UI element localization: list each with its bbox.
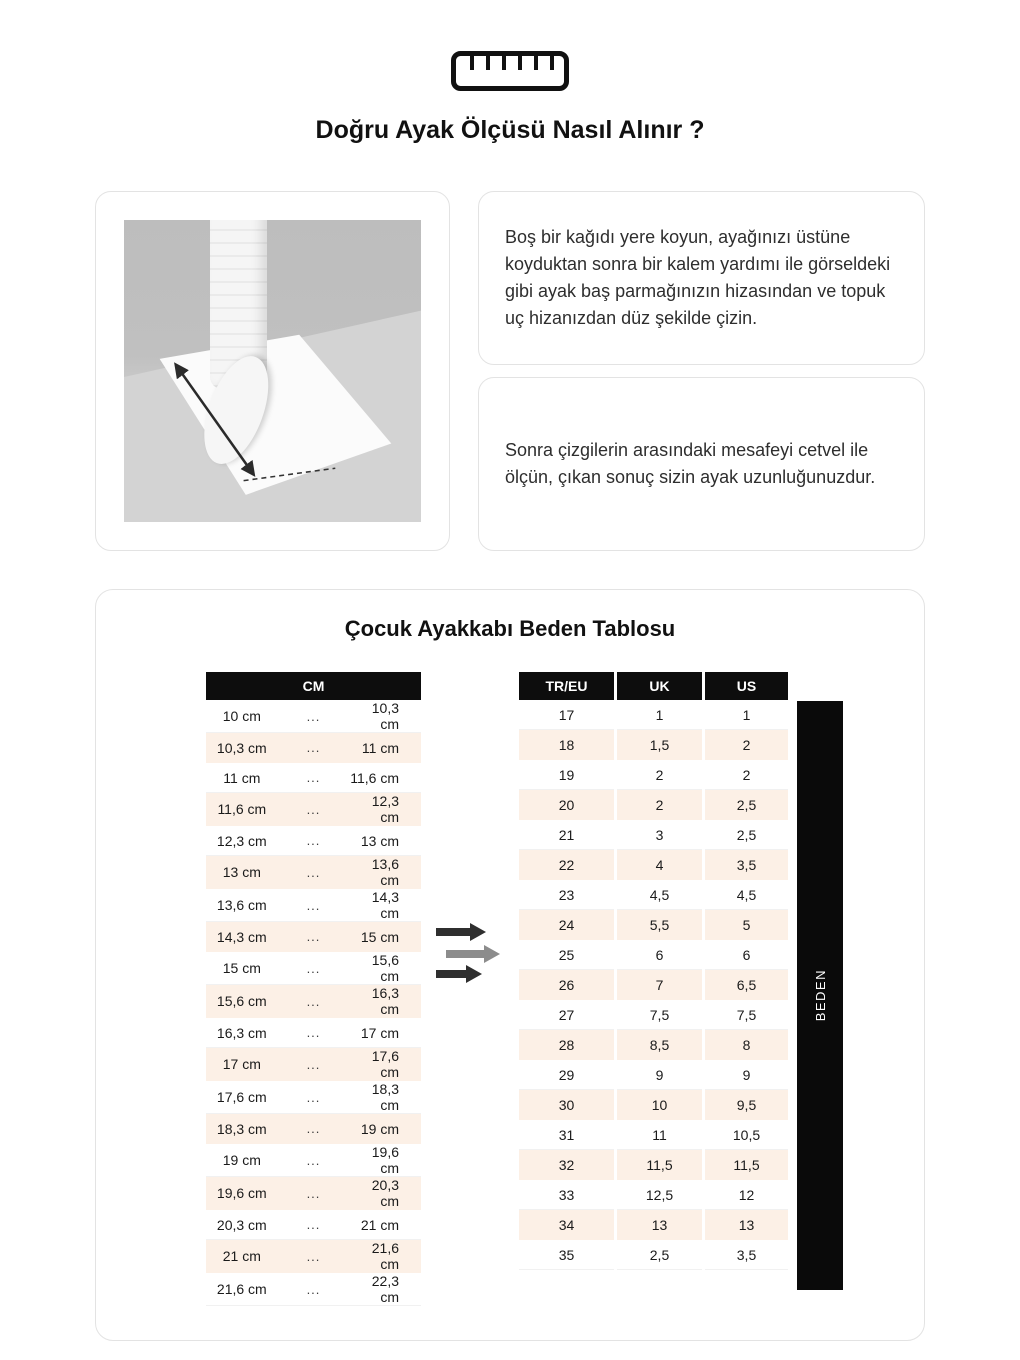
cm-table	[206, 672, 421, 1306]
cm-table-row	[206, 700, 421, 733]
size-table-row	[519, 850, 788, 880]
cm-max-cell: 22,3 cm	[349, 1273, 421, 1306]
cm-table-row	[206, 1018, 421, 1048]
us-cell: 4,5	[705, 880, 788, 910]
size-table-row	[519, 1090, 788, 1120]
instruction-text-1: Boş bir kağıdı yere koyun, ayağınızı üstüne koyduktan sonra bir kalem yardımı ile görseldeki gibi ayak baş parmağınızın hizasından ve topuk uç hizanızdan düz şekilde çizin.	[505, 227, 891, 328]
us-cell: 9	[705, 1060, 788, 1090]
cm-table-row	[206, 1210, 421, 1240]
range-dots: ...	[278, 889, 350, 922]
cm-max-cell: 13,6 cm	[349, 856, 421, 889]
eu-cell: 24	[519, 910, 614, 940]
cm-min-cell: 21,6 cm	[206, 1273, 278, 1306]
eu-cell: 17	[519, 700, 614, 730]
cm-max-cell: 17,6 cm	[349, 1048, 421, 1081]
range-dots: ...	[278, 1081, 350, 1114]
cm-min-cell: 11,6 cm	[206, 793, 278, 826]
cm-max-cell: 19,6 cm	[349, 1144, 421, 1177]
eu-cell: 20	[519, 790, 614, 820]
size-table	[516, 672, 791, 1270]
uk-cell: 1,5	[617, 730, 702, 760]
uk-cell: 11	[617, 1120, 702, 1150]
us-cell: 2,5	[705, 820, 788, 850]
cm-table-row	[206, 826, 421, 856]
size-table-row	[519, 910, 788, 940]
uk-cell: 7	[617, 970, 702, 1000]
size-table-row	[519, 940, 788, 970]
range-dots: ...	[278, 1144, 350, 1177]
size-table-row	[519, 760, 788, 790]
cm-min-cell: 19,6 cm	[206, 1177, 278, 1210]
cm-min-cell: 10 cm	[206, 700, 278, 733]
size-table-row	[519, 1240, 788, 1270]
cm-max-cell: 20,3 cm	[349, 1177, 421, 1210]
cm-table-row	[206, 793, 421, 826]
uk-cell: 9	[617, 1060, 702, 1090]
instruction-cards	[478, 191, 925, 551]
cm-min-cell: 20,3 cm	[206, 1210, 278, 1240]
size-table-row	[519, 880, 788, 910]
range-dots: ...	[278, 1240, 350, 1273]
eu-cell: 21	[519, 820, 614, 850]
size-table-row	[519, 1180, 788, 1210]
us-cell: 3,5	[705, 850, 788, 880]
cm-table-row	[206, 733, 421, 763]
cm-table-row	[206, 1144, 421, 1177]
eu-cell: 35	[519, 1240, 614, 1270]
range-dots: ...	[278, 793, 350, 826]
us-cell: 1	[705, 700, 788, 730]
uk-cell: 12,5	[617, 1180, 702, 1210]
eu-cell: 25	[519, 940, 614, 970]
eu-cell: 18	[519, 730, 614, 760]
foot-photo-card	[95, 191, 450, 551]
beden-text: BEDEN	[812, 969, 828, 1022]
cm-table-row	[206, 1273, 421, 1306]
us-cell: 13	[705, 1210, 788, 1240]
cm-min-cell: 12,3 cm	[206, 826, 278, 856]
eu-cell: 29	[519, 1060, 614, 1090]
cm-table-header-row	[206, 672, 421, 700]
transfer-arrows-icon	[421, 922, 516, 984]
cm-max-cell: 15,6 cm	[349, 952, 421, 985]
cm-table-row	[206, 1177, 421, 1210]
range-dots: ...	[278, 1114, 350, 1144]
page-title: Doğru Ayak Ölçüsü Nasıl Alınır ?	[315, 116, 705, 144]
size-table-row	[519, 1210, 788, 1240]
size-table-row	[519, 730, 788, 760]
eu-cell: 23	[519, 880, 614, 910]
cm-min-cell: 15 cm	[206, 952, 278, 985]
beden-side-label	[797, 701, 843, 1290]
uk-cell: 10	[617, 1090, 702, 1120]
cm-table-row	[206, 1240, 421, 1273]
instruction-text-2: Sonra çizgilerin arasındaki mesafeyi cetvel ile ölçün, çıkan sonuç sizin ayak uzunluğunuzdur.	[505, 440, 876, 487]
instruction-card-1	[478, 191, 925, 365]
size-table-row	[519, 790, 788, 820]
range-dots: ...	[278, 700, 350, 733]
uk-cell: 2	[617, 790, 702, 820]
cm-min-cell: 16,3 cm	[206, 1018, 278, 1048]
cm-min-cell: 18,3 cm	[206, 1114, 278, 1144]
cm-table-row	[206, 1114, 421, 1144]
size-table-row	[519, 820, 788, 850]
eu-cell: 28	[519, 1030, 614, 1060]
range-dots: ...	[278, 922, 350, 952]
uk-cell: 3	[617, 820, 702, 850]
uk-cell: 5,5	[617, 910, 702, 940]
us-cell: 2	[705, 760, 788, 790]
size-chart-card	[95, 589, 925, 1341]
us-cell: 3,5	[705, 1240, 788, 1270]
eu-cell: 31	[519, 1120, 614, 1150]
us-cell: 10,5	[705, 1120, 788, 1150]
cm-table-row	[206, 1048, 421, 1081]
eu-cell: 33	[519, 1180, 614, 1210]
cm-table-body	[206, 700, 421, 1306]
cm-max-cell: 16,3 cm	[349, 985, 421, 1018]
range-dots: ...	[278, 856, 350, 889]
eu-header: TR/EU	[519, 672, 614, 700]
size-table-row	[519, 1000, 788, 1030]
range-dots: ...	[278, 733, 350, 763]
us-cell: 9,5	[705, 1090, 788, 1120]
uk-cell: 8,5	[617, 1030, 702, 1060]
size-tables	[96, 672, 924, 1306]
cm-max-cell: 14,3 cm	[349, 889, 421, 922]
size-table-row	[519, 1030, 788, 1060]
cm-table-row	[206, 1081, 421, 1114]
cm-max-cell: 12,3 cm	[349, 793, 421, 826]
us-cell: 11,5	[705, 1150, 788, 1180]
range-dots: ...	[278, 1177, 350, 1210]
range-dots: ...	[278, 985, 350, 1018]
uk-cell: 1	[617, 700, 702, 730]
instruction-card-2	[478, 377, 925, 551]
cm-max-cell: 17 cm	[349, 1018, 421, 1048]
us-header: US	[705, 672, 788, 700]
eu-cell: 22	[519, 850, 614, 880]
cm-max-cell: 19 cm	[349, 1114, 421, 1144]
us-cell: 12	[705, 1180, 788, 1210]
range-dots: ...	[278, 1273, 350, 1306]
us-cell: 7,5	[705, 1000, 788, 1030]
us-cell: 6	[705, 940, 788, 970]
range-dots: ...	[278, 826, 350, 856]
uk-cell: 6	[617, 940, 702, 970]
foot-measure-photo	[124, 220, 421, 522]
cm-min-cell: 11 cm	[206, 763, 278, 793]
cm-max-cell: 15 cm	[349, 922, 421, 952]
uk-cell: 2	[617, 760, 702, 790]
cm-table-row	[206, 952, 421, 985]
eu-cell: 30	[519, 1090, 614, 1120]
range-dots: ...	[278, 1048, 350, 1081]
cm-max-cell: 21 cm	[349, 1210, 421, 1240]
cm-min-cell: 13 cm	[206, 856, 278, 889]
eu-cell: 19	[519, 760, 614, 790]
cm-min-cell: 13,6 cm	[206, 889, 278, 922]
cm-table-row	[206, 889, 421, 922]
size-chart-title: Çocuk Ayakkabı Beden Tablosu	[344, 616, 676, 641]
eu-cell: 32	[519, 1150, 614, 1180]
cm-max-cell: 13 cm	[349, 826, 421, 856]
cm-min-cell: 19 cm	[206, 1144, 278, 1177]
range-dots: ...	[278, 952, 350, 985]
cm-max-cell: 21,6 cm	[349, 1240, 421, 1273]
size-table-row	[519, 1120, 788, 1150]
size-table-body	[519, 700, 788, 1270]
us-cell: 2,5	[705, 790, 788, 820]
cm-table-row	[206, 763, 421, 793]
uk-cell: 4,5	[617, 880, 702, 910]
size-table-row	[519, 1060, 788, 1090]
cm-min-cell: 21 cm	[206, 1240, 278, 1273]
uk-cell: 11,5	[617, 1150, 702, 1180]
uk-cell: 7,5	[617, 1000, 702, 1030]
uk-header: UK	[617, 672, 702, 700]
range-dots: ...	[278, 1018, 350, 1048]
size-table-row	[519, 970, 788, 1000]
us-cell: 8	[705, 1030, 788, 1060]
cm-max-cell: 10,3 cm	[349, 700, 421, 733]
us-cell: 5	[705, 910, 788, 940]
us-cell: 2	[705, 730, 788, 760]
cm-min-cell: 17,6 cm	[206, 1081, 278, 1114]
uk-cell: 4	[617, 850, 702, 880]
cm-max-cell: 18,3 cm	[349, 1081, 421, 1114]
uk-cell: 13	[617, 1210, 702, 1240]
size-table-row	[519, 1150, 788, 1180]
measure-arrow	[124, 220, 421, 522]
cm-table-row	[206, 856, 421, 889]
cm-min-cell: 14,3 cm	[206, 922, 278, 952]
cm-max-cell: 11,6 cm	[349, 763, 421, 793]
cm-table-row	[206, 922, 421, 952]
eu-cell: 26	[519, 970, 614, 1000]
ruler-icon	[0, 0, 1020, 92]
size-table-row	[519, 700, 788, 730]
cm-min-cell: 17 cm	[206, 1048, 278, 1081]
cm-header: CM	[206, 672, 421, 700]
us-cell: 6,5	[705, 970, 788, 1000]
size-table-header-row	[519, 672, 788, 700]
eu-cell: 34	[519, 1210, 614, 1240]
range-dots: ...	[278, 763, 350, 793]
eu-cell: 27	[519, 1000, 614, 1030]
cm-table-row	[206, 985, 421, 1018]
cm-min-cell: 15,6 cm	[206, 985, 278, 1018]
uk-cell: 2,5	[617, 1240, 702, 1270]
intro-section	[95, 191, 925, 551]
cm-max-cell: 11 cm	[349, 733, 421, 763]
cm-min-cell: 10,3 cm	[206, 733, 278, 763]
range-dots: ...	[278, 1210, 350, 1240]
